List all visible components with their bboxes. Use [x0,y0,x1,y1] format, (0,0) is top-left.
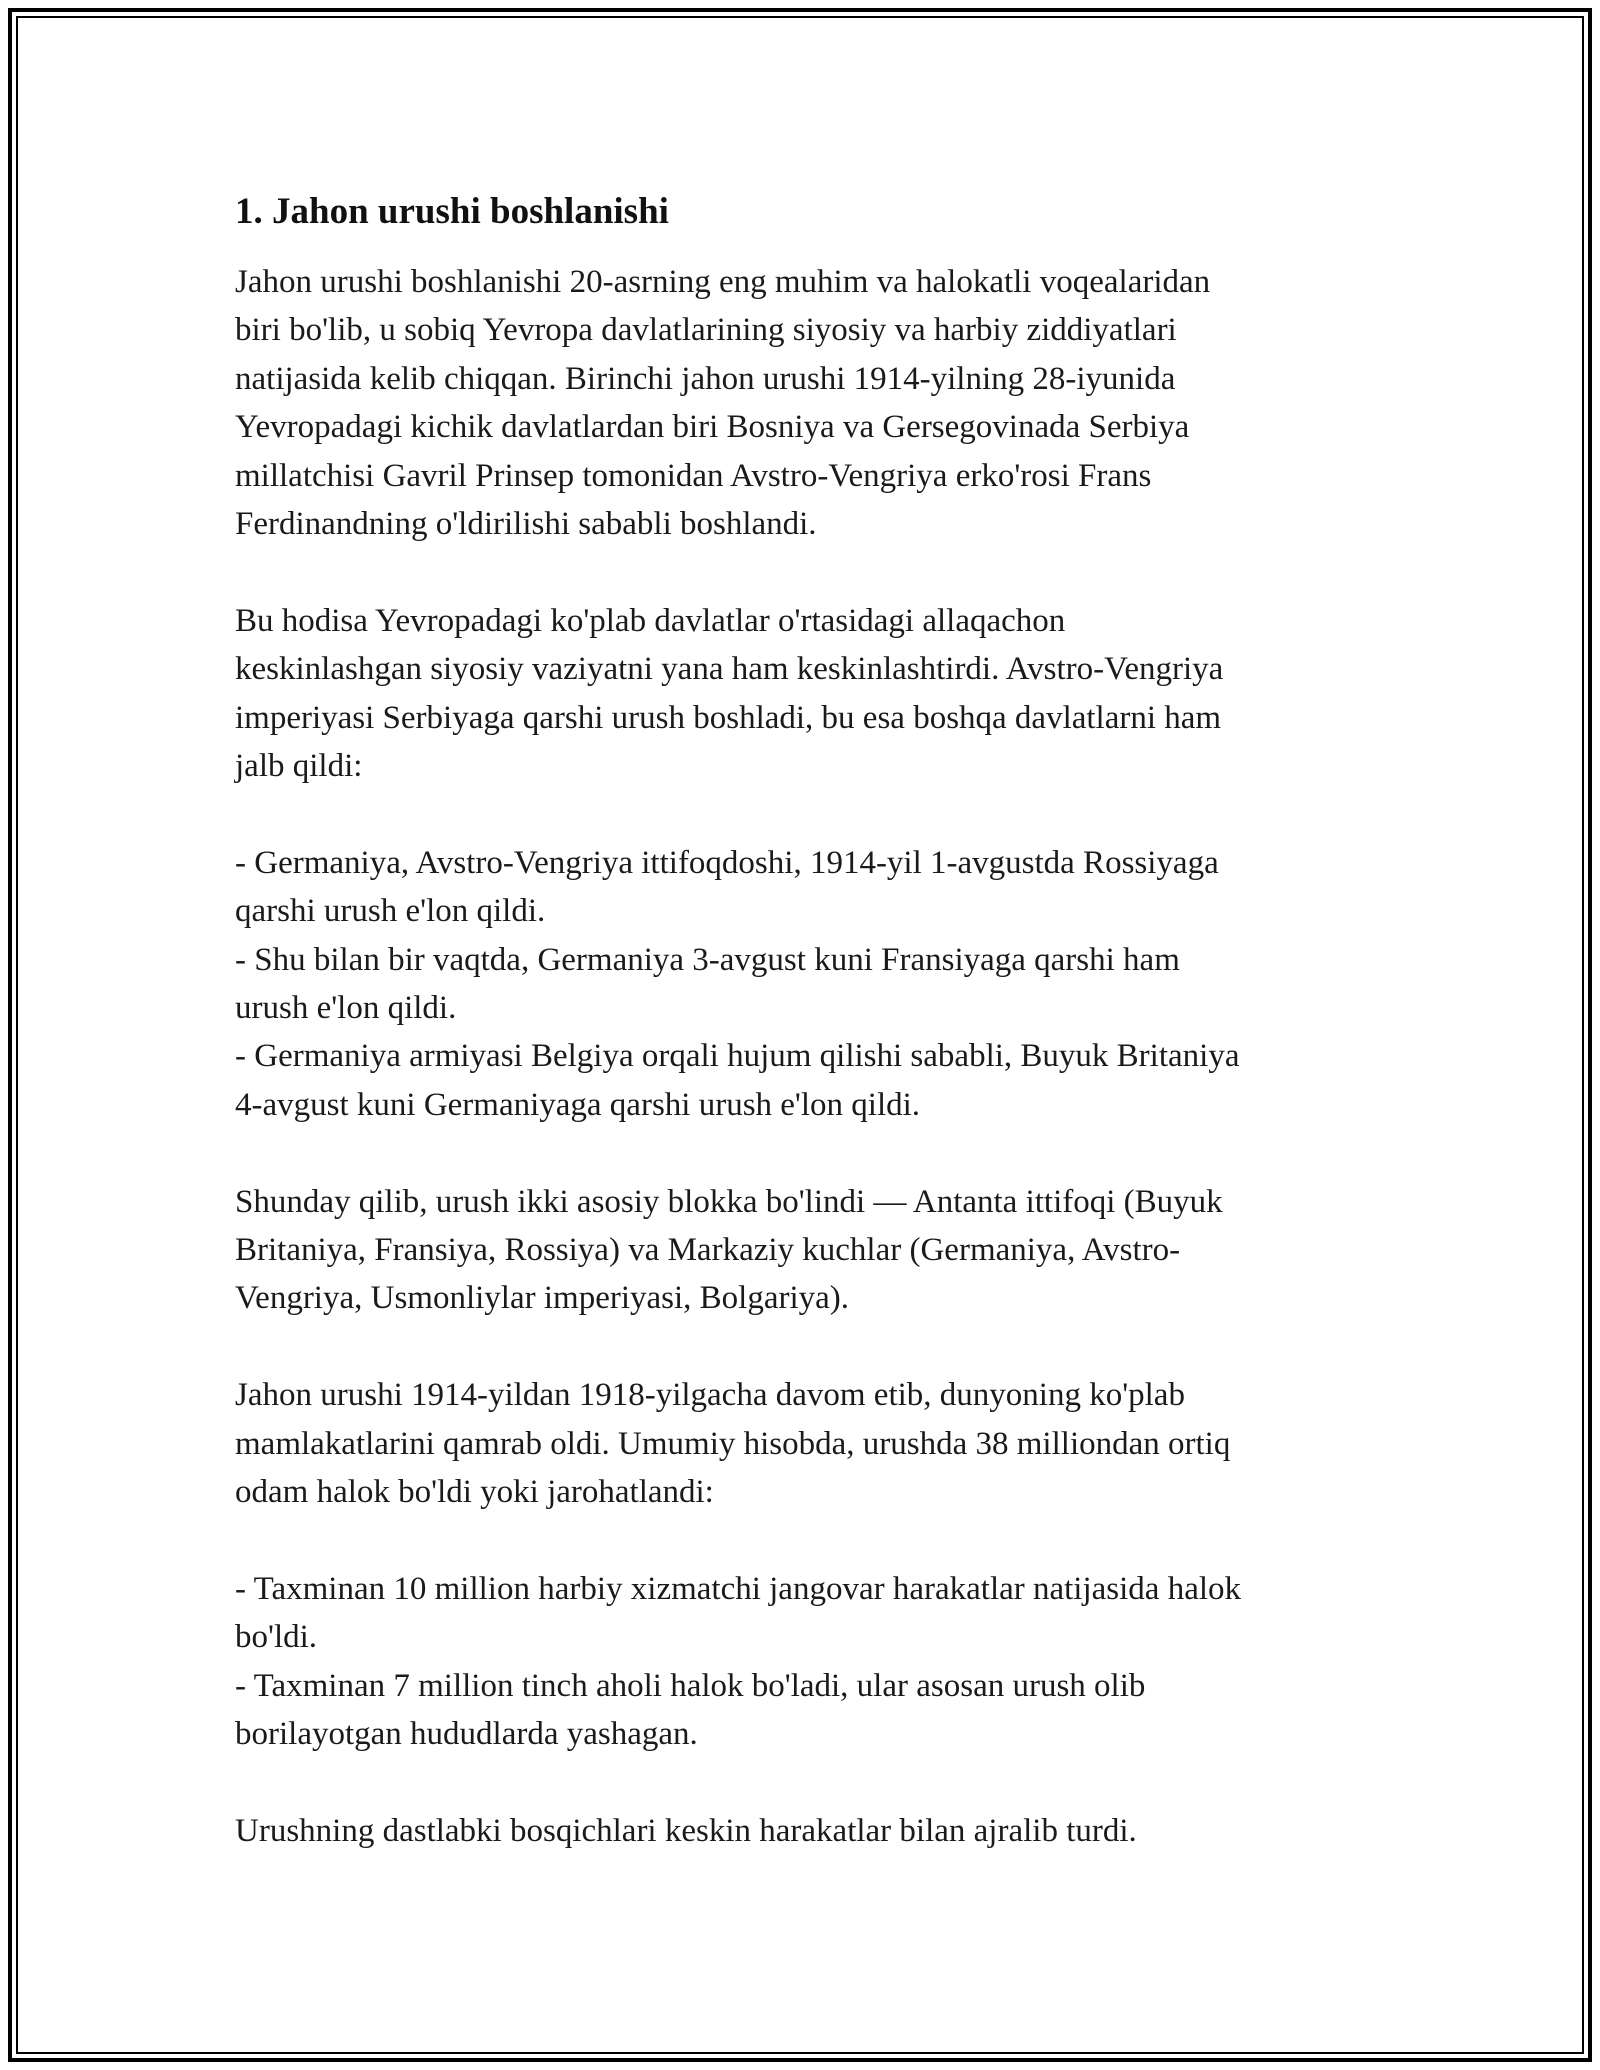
paragraph-list [235,258,1365,1855]
text-line: Shunday qilib, urush ikki asosiy blokka bo'lindi — Antanta ittifoqi (Buyuk [235,1183,1223,1220]
text-line: - Germaniya armiyasi Belgiya orqali hujum qilishi sababli, Buyuk Britaniya [235,1038,1240,1075]
text-line: Jahon urushi 1914-yildan 1918-yilgacha davom etib, dunyoning ko'plab [235,1377,1185,1414]
text-line: Bu hodisa Yevropadagi ko'plab davlatlar o'rtasidagi allaqachon [235,602,1066,639]
text-line: qarshi urush e'lon qildi. [235,893,546,930]
text-line: biri bo'lib, u sobiq Yevropa davlatlarining siyosiy va harbiy ziddiyatlari [235,312,1177,349]
paragraph-gap [235,1129,1365,1177]
text-line: Urushning dastlabki bosqichlari keskin harakatlar bilan ajralib turdi. [235,1812,1137,1849]
text-line: Yevropadagi kichik davlatlardan biri Bosniya va Gersegovinada Serbiya [235,409,1190,446]
text-line: Vengriya, Usmonliylar imperiyasi, Bolgariya). [235,1280,850,1317]
text-line: - Shu bilan bir vaqtda, Germaniya 3-avgust kuni Fransiyaga qarshi ham [235,941,1180,978]
text-line: - Germaniya, Avstro-Vengriya ittifoqdoshi, 1914-yil 1-avgustda Rossiyaga [235,844,1219,881]
paragraph [235,1178,1365,1323]
text-line: - Taxminan 7 million tinch aholi halok bo'ladi, ular asosan urush olib [235,1667,1146,1704]
paragraph [235,258,1365,548]
paragraph-gap [235,1323,1365,1371]
text-line: jalb qildi: [235,748,363,785]
document-title: 1. Jahon urushi boshlanishi [235,191,669,232]
text-line: natijasida kelib chiqqan. Birinchi jahon urushi 1914-yilning 28-iyunida [235,360,1176,397]
text-line: mamlakatlarini qamrab oldi. Umumiy hisobda, urushda 38 milliondan ortiq [235,1425,1231,1462]
text-line: 4-avgust kuni Germaniyaga qarshi urush e'lon qildi. [235,1086,921,1123]
text-line: millatchisi Gavril Prinsep tomonidan Avstro-Vengriya erko'rosi Frans [235,457,1152,494]
paragraph [235,1371,1365,1516]
text-line: urush e'lon qildi. [235,990,457,1027]
text-line: odam halok bo'ldi yoki jarohatlandi: [235,1474,714,1511]
text-line: bo'ldi. [235,1619,318,1656]
paragraph [235,1807,1365,1855]
paragraph-gap [235,1517,1365,1565]
paragraph [235,1565,1365,1759]
text-line: Jahon urushi boshlanishi 20-asrning eng muhim va halokatli voqealaridan [235,264,1211,300]
paragraph [235,597,1365,791]
text-line: borilayotgan hududlarda yashagan. [235,1716,698,1753]
text-line: Britaniya, Fransiya, Rossiya) va Markaziy kuchlar (Germaniya, Avstro- [235,1232,1181,1269]
paragraph-gap [235,1759,1365,1807]
text-line: Ferdinandning o'ldirilishi sababli boshlandi. [235,506,817,543]
paragraph-gap [235,548,1365,596]
text-line: imperiyasi Serbiyaga qarshi urush boshladi, bu esa boshqa davlatlarni ham [235,699,1222,736]
paragraph-gap [235,790,1365,838]
text-line: - Taxminan 10 million harbiy xizmatchi jangovar harakatlar natijasida halok [235,1570,1242,1607]
document-body [235,188,1365,1855]
text-line: keskinlashgan siyosiy vaziyatni yana ham keskinlashtirdi. Avstro-Vengriya [235,651,1224,688]
paragraph [235,839,1365,1129]
